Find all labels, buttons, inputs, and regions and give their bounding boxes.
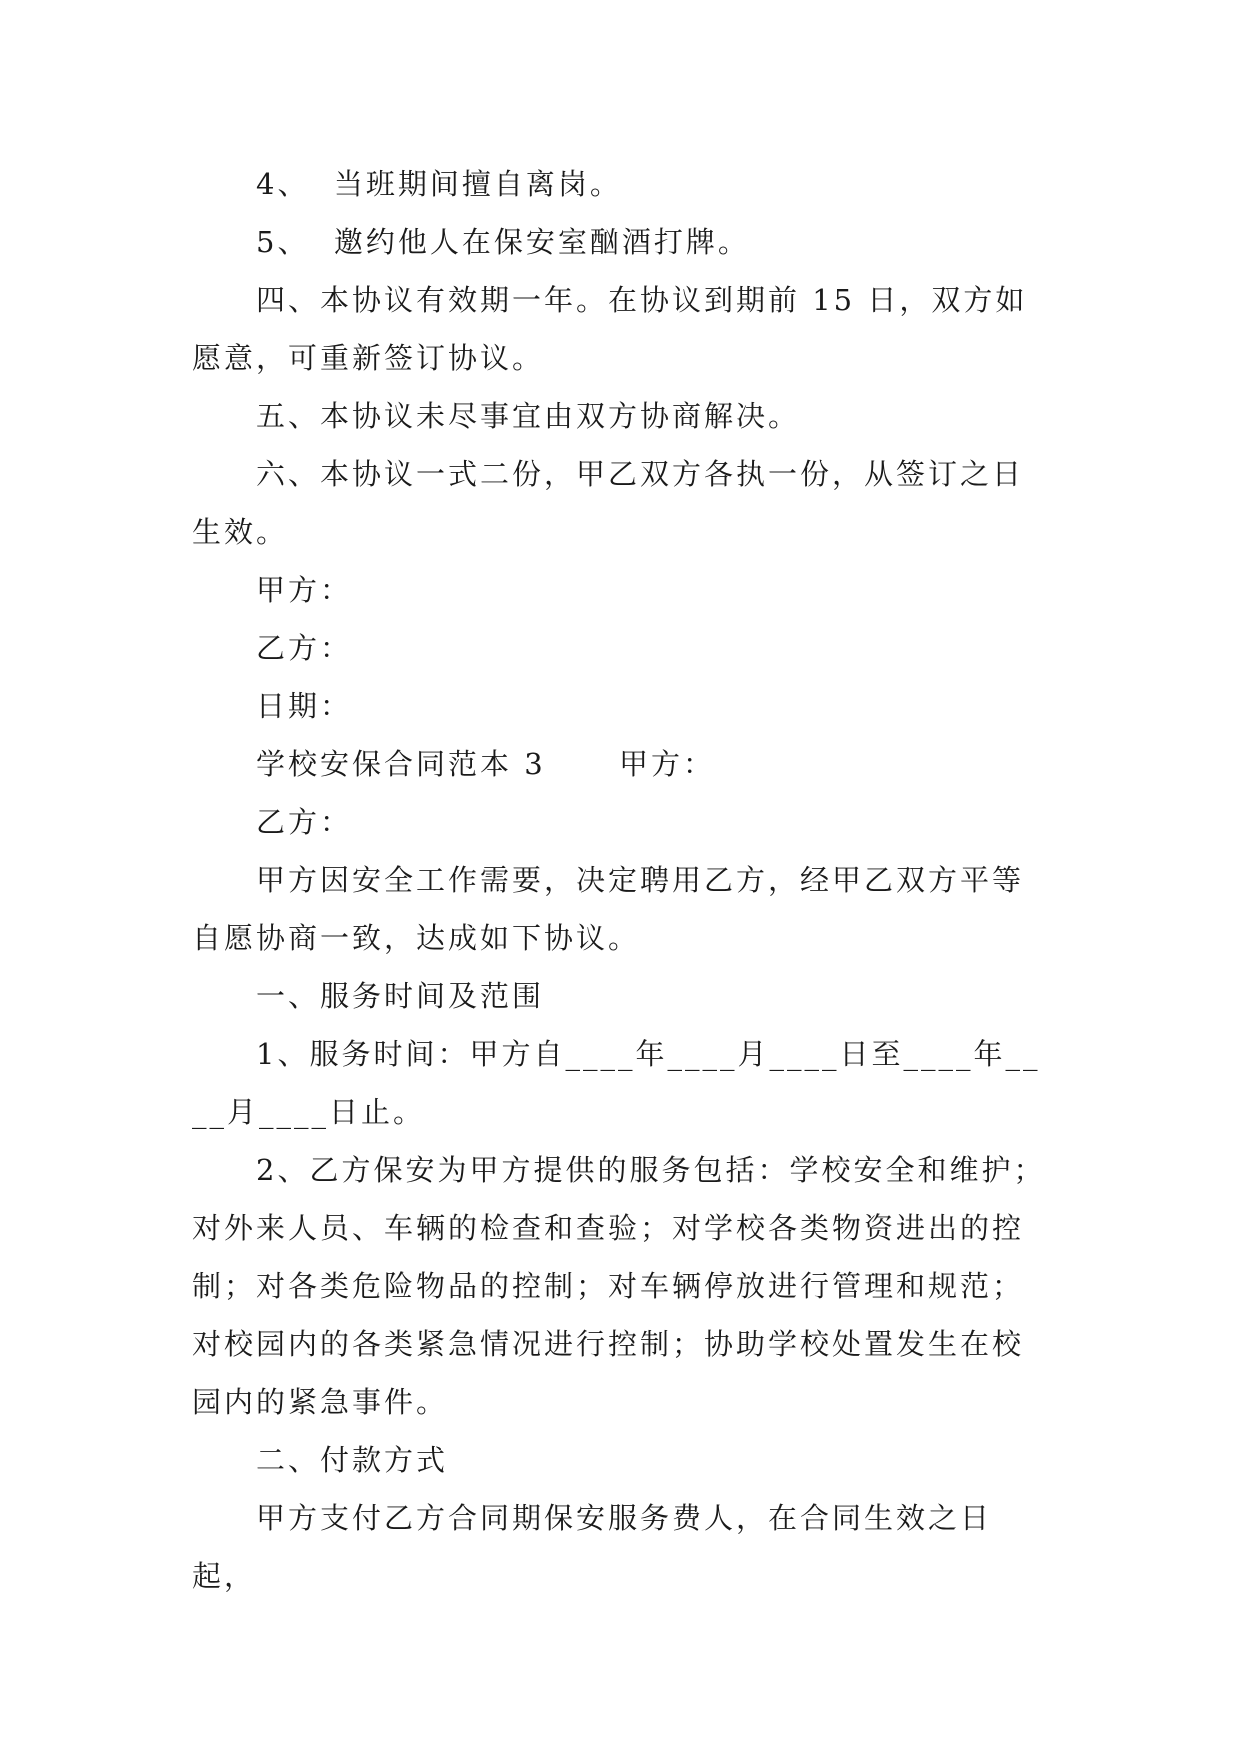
clause-validity: 四、本协议有效期一年。在协议到期前 15 日，双方如愿意，可重新签订协议。 <box>192 283 1028 375</box>
clause-item-4: 4、 当班期间擅自离岗。 <box>256 167 622 201</box>
party-b-signature-line: 乙方： <box>256 631 353 665</box>
clause-item-5: 5、 邀约他人在保安室酗酒打牌。 <box>256 225 750 259</box>
payment-clause: 甲方支付乙方合同期保安服务费人，在合同生效之日起， <box>192 1501 993 1593</box>
party-b-line: 乙方： <box>256 805 353 839</box>
party-a-signature-line: 甲方： <box>256 573 353 607</box>
preamble-paragraph: 甲方因安全工作需要，决定聘用乙方，经甲乙双方平等自愿协商一致，达成如下协议。 <box>192 863 1025 955</box>
clause-unresolved-matters: 五、本协议未尽事宜由双方协商解决。 <box>256 399 801 433</box>
date-line: 日期： <box>256 689 353 723</box>
contract-title-line: 学校安保合同范本 3 甲方： <box>256 747 715 781</box>
service-scope-clause: 2、乙方保安为甲方提供的服务包括：学校安全和维护；对外来人员、车辆的检查和查验；对学校各类物资进出的控制；对各类危险物品的控制；对车辆停放进行管理和规范；对校园内的各类紧急情况进行控制；协助学校处置发生在校园内的紧急事件。 <box>192 1153 1046 1419</box>
clause-copies: 六、本协议一式二份，甲乙双方各执一份，从签订之日生效。 <box>192 457 1025 549</box>
service-time-clause: 1、服务时间：甲方自____年____月____日至____年____月____日止。 <box>192 1037 1041 1129</box>
document-body <box>192 155 1054 1605</box>
section-heading-service: 一、服务时间及范围 <box>256 979 545 1013</box>
section-heading-payment: 二、付款方式 <box>256 1443 449 1477</box>
